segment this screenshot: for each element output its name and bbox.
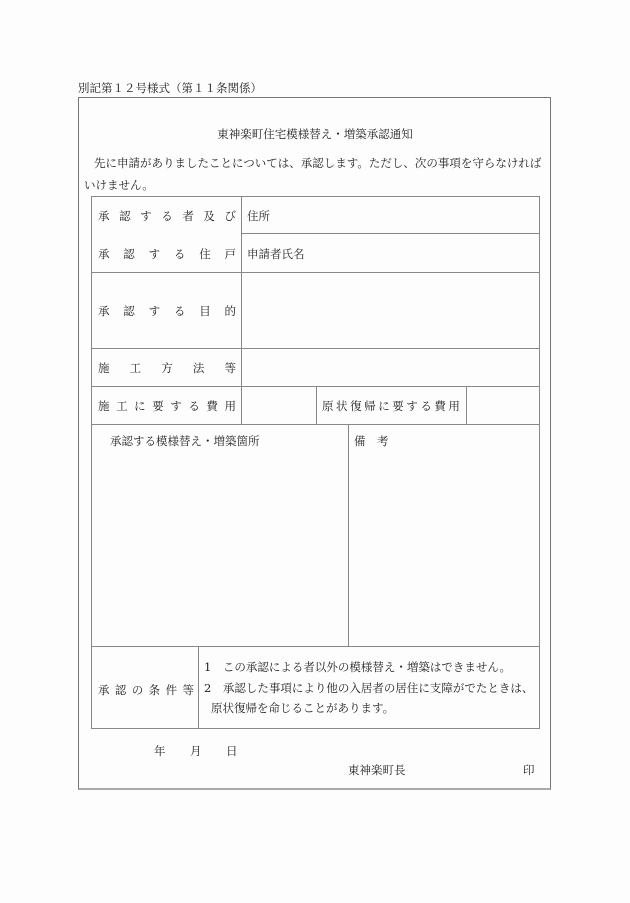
condition-item: 2 承認した事項により他の入居者の居住に支障がでたときは、: [204, 681, 534, 695]
row-divider: [241, 233, 539, 234]
issuer-name: 東神楽町長: [348, 763, 406, 777]
table-border-bottom: [91, 728, 540, 729]
date-day: 日: [226, 744, 238, 758]
row-divider: [91, 272, 540, 273]
document-title: 東神楽町住宅模様替え・増築承認通知: [217, 127, 413, 141]
date-year: 年: [154, 744, 166, 758]
column-divider: [241, 196, 242, 424]
locations-label: 承認する模様替え・増築箇所: [110, 434, 260, 448]
table-border-left: [91, 196, 92, 729]
restoration-cost-label: 原 状 復 帰 に 要 す る 費 用: [322, 399, 460, 413]
approved-person-label: 承 認 す る 者 及 び: [98, 209, 236, 223]
method-label: 施 工 方 法 等: [98, 361, 236, 375]
applicant-name-label: 申請者氏名: [247, 247, 305, 261]
table-border-right: [539, 196, 540, 729]
form-reference: 別記第１２号様式（第１１条関係）: [78, 81, 262, 95]
purpose-label: 承 認 す る 目 的: [98, 304, 236, 318]
column-divider: [466, 386, 467, 424]
row-divider: [91, 646, 540, 647]
construction-cost-label: 施 工 に 要 す る 費 用: [98, 399, 236, 413]
row-divider: [91, 424, 540, 425]
condition-item: 1 この承認による者以外の模様替え・増築はできません。: [204, 660, 512, 674]
column-divider: [348, 424, 349, 646]
approved-unit-label: 承 認 す る 住 戸: [98, 247, 236, 261]
column-divider: [198, 646, 199, 728]
table-border-top: [91, 196, 540, 197]
column-divider: [316, 386, 317, 424]
remarks-label: 備 考: [354, 434, 389, 448]
address-label: 住所: [247, 209, 270, 223]
date-month: 月: [190, 744, 202, 758]
intro-text-line-2: いけません。: [84, 178, 154, 192]
conditions-label: 承 認 の 条 件 等: [98, 683, 194, 697]
seal-mark: 印: [523, 763, 535, 777]
intro-text-line-1: 先に申請がありましたことについては、承認します。ただし、次の事項を守らなければ: [94, 156, 542, 170]
condition-item-continued: 原状復帰を命じることがあります。: [211, 701, 395, 715]
row-divider: [91, 348, 540, 349]
